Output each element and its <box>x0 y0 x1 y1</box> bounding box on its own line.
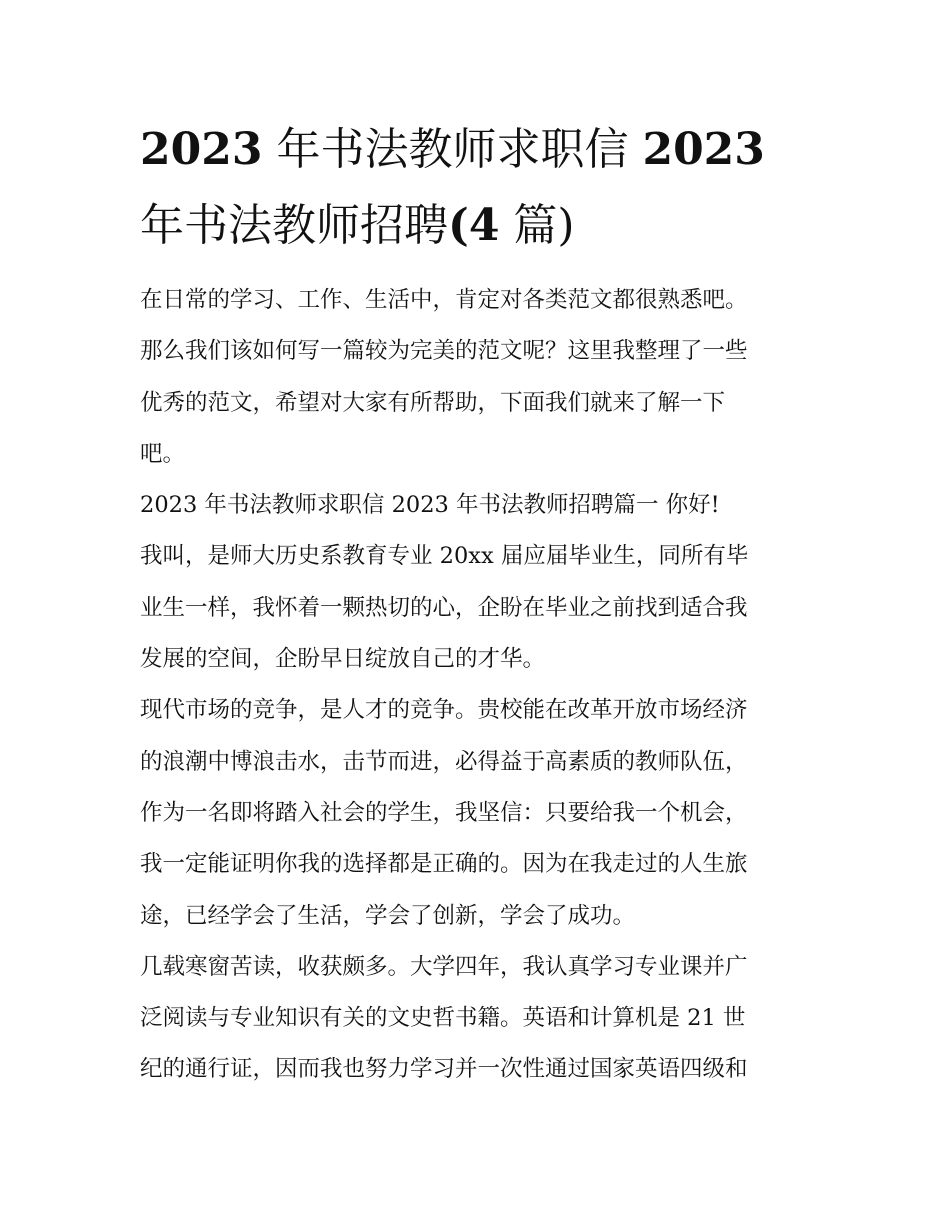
document-title <box>140 112 820 264</box>
title-text-1: 年书法教师求职信 <box>262 124 643 175</box>
body-line: 我叫，是师大历史系教育专业 20xx 届应届毕业生，同所有毕 <box>140 543 749 570</box>
title-text-2: 年书法教师招聘 <box>140 200 448 251</box>
body-line: 业生一样，我怀着一颗热切的心，企盼在毕业之前找到适合我 <box>140 594 748 621</box>
body-line: 那么我们该如何写一篇较为完美的范文呢？这里我整理了一些 <box>140 338 748 365</box>
body-line: 泛阅读与专业知识有关的文史哲书籍。英语和计算机是 21 世 <box>140 1005 746 1032</box>
body-line: 途，已经学会了生活，学会了创新，学会了成功。 <box>140 902 636 929</box>
body-line: 吧。 <box>140 440 186 467</box>
body-line: 几载寒窗苦读，收获颇多。大学四年，我认真学习专业课并广 <box>140 953 748 980</box>
document-body <box>140 278 820 1099</box>
title-count: (4 <box>448 200 500 251</box>
title-text-3: 篇) <box>499 200 575 251</box>
body-line: 的浪潮中博浪击水，击节而进，必得益于高素质的教师队伍， <box>140 748 748 775</box>
title-year-1: 2023 <box>140 124 263 175</box>
body-line: 现代市场的竞争，是人才的竞争。贵校能在改革开放市场经济 <box>140 697 748 724</box>
title-line-2 <box>140 188 820 264</box>
title-year-2: 2023 <box>642 124 765 175</box>
body-line: 在日常的学习、工作、生活中，肯定对各类范文都很熟悉吧。 <box>140 287 748 313</box>
body-line: 纪的通行证，因而我也努力学习并一次性通过国家英语四级和 <box>140 1056 748 1083</box>
body-line: 我一定能证明你我的选择都是正确的。因为在我走过的人生旅 <box>140 851 748 878</box>
title-line-1 <box>140 112 820 188</box>
body-line: 作为一名即将踏入社会的学生，我坚信：只要给我一个机会， <box>140 799 748 826</box>
body-line: 发展的空间，企盼早日绽放自己的才华。 <box>140 646 546 673</box>
body-line: 优秀的范文，希望对大家有所帮助，下面我们就来了解一下 <box>140 389 726 416</box>
body-line: 2023 年书法教师求职信 2023 年书法教师招聘篇一 你好! <box>140 492 720 519</box>
